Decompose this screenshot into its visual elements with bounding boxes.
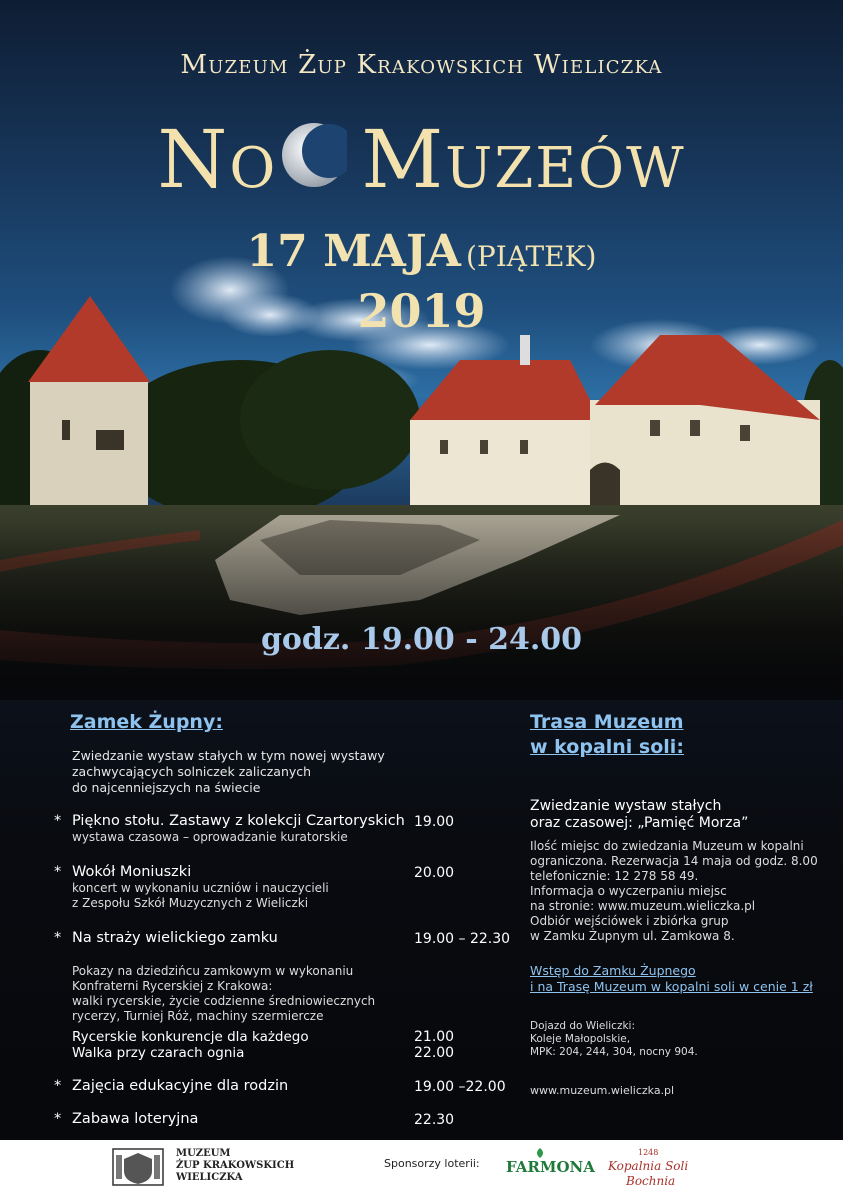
program-item — [54, 929, 278, 947]
program-item-time: 22.30 — [414, 1112, 455, 1128]
shows-line: rycerzy, Turniej Róż, machiny szermiercze — [72, 1009, 324, 1023]
visit-line: Zwiedzanie wystaw stałych — [530, 798, 722, 814]
footer-logo-line: WIELICZKA — [176, 1172, 243, 1183]
transport-line: Koleje Małopolskie, — [530, 1033, 631, 1045]
bullet-star: * — [54, 1078, 62, 1094]
bullet-star: * — [54, 864, 62, 880]
farmona-logo: FARMONA — [506, 1158, 595, 1176]
program-item — [54, 1110, 199, 1128]
entry-line: i na Trasę Muzeum w kopalni soli w cenie 1 zł — [530, 979, 813, 994]
title-part2: Muzeów — [361, 113, 686, 206]
transport-line: Dojazd do Wieliczki: — [530, 1020, 635, 1032]
competition-title: Walka przy czarach ognia — [72, 1045, 245, 1061]
museum-crest-icon — [112, 1147, 164, 1187]
transport-line: MPK: 204, 244, 304, nocny 904. — [530, 1046, 698, 1058]
shows-line: walki rycerskie, życie codzienne średniowiecznych — [72, 994, 376, 1008]
info-line: Informacja o wyczerpaniu miejsc — [530, 884, 727, 898]
event-year: 2019 — [357, 284, 486, 338]
castle-wall — [590, 400, 820, 510]
bullet-star: * — [54, 930, 62, 946]
program-item-time: 19.00 — [414, 814, 455, 830]
bullet-star: * — [54, 1111, 62, 1127]
entry-line: Wstęp do Zamku Żupnego — [530, 963, 696, 978]
trees — [240, 350, 420, 490]
kopalnia-logo-line1: Kopalnia Soli — [608, 1159, 689, 1173]
shows-line: Konfraterni Rycerskiej z Krakowa: — [72, 979, 273, 993]
program-item — [54, 1077, 289, 1095]
info-line: ograniczona. Rezerwacja 14 maja od godz. 8.00 — [530, 854, 818, 868]
kopalnia-logo-line2: Bochnia — [626, 1174, 676, 1188]
intro-line: zachwycających solniczek zaliczanych — [72, 764, 312, 779]
competition-time: 21.00 — [414, 1029, 455, 1045]
right-heading-line: w kopalni soli: — [530, 736, 684, 758]
intro-line: do najcenniejszych na świecie — [72, 780, 261, 795]
info-line: w Zamku Żupnym ul. Zamkowa 8. — [530, 929, 735, 943]
right-heading-line: Trasa Muzeum — [530, 711, 684, 733]
title-part1: No — [157, 113, 278, 206]
program-item-title: Zabawa loteryjna — [72, 1111, 199, 1127]
footer-logo-text — [176, 1148, 294, 1184]
competition-time: 22.00 — [414, 1045, 455, 1061]
info-line: na stronie: www.muzeum.wieliczka.pl — [530, 899, 756, 913]
visit-line: oraz czasowej: „Pamięć Morza” — [530, 815, 749, 831]
shows-line: Pokazy na dziedzińcu zamkowym w wykonaniu — [72, 964, 354, 978]
date-weekday: (PIĄTEK) — [465, 240, 597, 273]
competition-title: Rycerskie konkurencje dla każdego — [72, 1029, 309, 1045]
event-title — [0, 112, 843, 208]
program-item-title: Zajęcia edukacyjne dla rodzin — [72, 1078, 289, 1094]
info-line: Odbiór wejściówek i zbiórka grup — [530, 914, 729, 928]
bullet-star: * — [54, 813, 62, 829]
program-item — [54, 812, 405, 830]
program-item-time: 19.00 – 22.30 — [414, 931, 511, 947]
program-item — [54, 863, 192, 881]
kopalnia-year: 1248 — [638, 1148, 659, 1157]
crescent-moon-icon — [281, 115, 347, 195]
castle-wall — [410, 420, 590, 510]
footer-logo-line: MUZEUM — [176, 1148, 231, 1159]
museum-header: Muzeum Żup Krakowskich Wieliczka — [180, 50, 663, 80]
program-item-title: Piękno stołu. Zastawy z kolekcji Czartoryskich — [72, 813, 405, 829]
left-column-heading: Zamek Żupny: — [70, 711, 223, 733]
program-item-time: 20.00 — [414, 865, 455, 881]
program-item-time: 19.00 –22.00 — [414, 1079, 506, 1095]
event-hours: godz. 19.00 - 24.00 — [260, 622, 583, 657]
date-day-month: 17 MAJA — [246, 226, 461, 277]
program-item-title: Na straży wielickiego zamku — [72, 930, 278, 946]
event-date — [0, 226, 843, 277]
info-line: telefonicznie: 12 278 58 49. — [530, 869, 699, 883]
intro-line: Zwiedzanie wystaw stałych w tym nowej wystawy — [72, 748, 385, 763]
program-item-sub: z Zespołu Szkół Muzycznych z Wieliczki — [72, 896, 309, 910]
info-line: Ilość miejsc do zwiedzania Muzeum w kopalni — [530, 839, 804, 853]
website-link[interactable]: www.muzeum.wieliczka.pl — [530, 1084, 675, 1097]
sponsors-label: Sponsorzy loterii: — [384, 1157, 480, 1170]
program-item-sub: koncert w wykonaniu uczniów i nauczycieli — [72, 881, 329, 895]
right-column-heading — [530, 710, 684, 760]
program-item-title: Wokół Moniuszki — [72, 864, 192, 880]
footer-logo-line: ŻUP KRAKOWSKICH — [176, 1160, 295, 1171]
program-item-sub: wystawa czasowa – oprowadzanie kuratorskie — [72, 830, 348, 844]
